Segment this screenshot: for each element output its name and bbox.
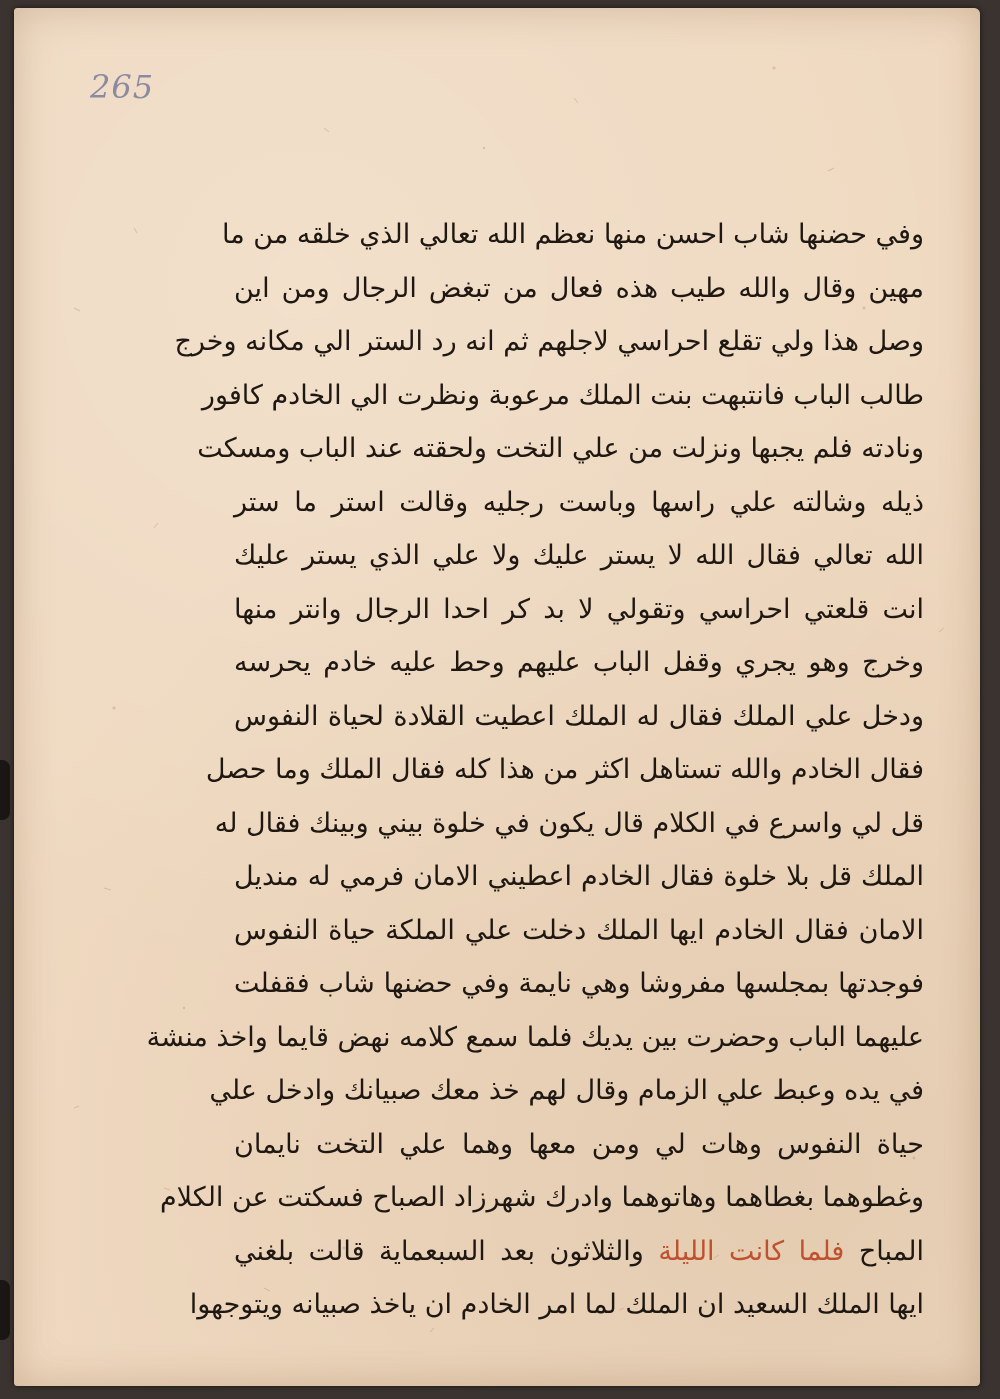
folio-number: 265 <box>90 68 155 106</box>
manuscript-page <box>14 8 980 1386</box>
text-line: وغطوهما بغطاهما وهاتوهما وادرك شهرزاد الصباح فسكتت عن الكلام <box>159 1182 924 1213</box>
text-line: ونادته فلم يجبها ونزلت من علي التخت ولحقته عند الباب ومسكت <box>197 433 924 464</box>
text-line: الله تعالي فقال الله لا يستر عليك ولا علي الذي يستر عليك <box>234 540 924 571</box>
text-line: الملك قل بلا خلوة فقال الخادم اعطيني الامان فرمي له منديل <box>234 861 924 892</box>
text-line: فقال الخادم والله تستاهل اكثر من هذا كله فقال الملك وما حصل <box>205 754 924 785</box>
text-line: وصل هذا ولي تقلع احراسي لاجلهم ثم انه رد الستر الي مكانه وخرج <box>174 326 924 357</box>
binding-hole <box>0 1280 10 1340</box>
rubric-heading: فلما كانت الليلة <box>658 1235 845 1267</box>
text-line: طالب الباب فانتبهت بنت الملك مرعوبة ونظرت الي الخادم كافور <box>201 379 924 411</box>
text-line: وخرج وهو يجري وقفل الباب عليهم وحط عليه خادم يحرسه <box>234 647 924 678</box>
rubric-line-before: المباح <box>844 1235 924 1267</box>
text-line: انت قلعتي احراسي وتقولي لا بد كر احدا الرجال وانتر منها <box>234 593 924 625</box>
text-line: مهين وقال والله طيب هذه فعال من تبغض الرجال ومن اين <box>234 272 924 304</box>
text-line: في يده وعبط علي الزمام وقال لهم خذ معك صبيانك وادخل علي <box>209 1075 924 1106</box>
rubric-line <box>234 1225 924 1279</box>
binding-hole <box>0 760 10 820</box>
text-line: ايها الملك السعيد ان الملك لما امر الخادم ان ياخذ صبيانه ويتوجهوا <box>189 1289 924 1320</box>
text-line: عليهما الباب وحضرت بين يديك فلما سمع كلامه نهض قايما واخذ منشة <box>146 1021 924 1053</box>
text-line: قل لي واسرع في الكلام قال يكون في خلوة بيني وبينك فقال له <box>214 807 924 839</box>
text-line: وفي حضنها شاب احسن منها نعظم الله تعالي الذي خلقه من ما <box>222 219 924 250</box>
manuscript-text <box>146 208 924 1332</box>
rubric-line-after: والثلاثون بعد السبعماية قالت بلغني <box>234 1235 644 1267</box>
text-line: فوجدتها بمجلسها مفروشا وهي نايمة وفي حضنها شاب فقفلت <box>234 968 924 999</box>
text-line: الامان فقال الخادم ايها الملك دخلت علي الملكة حياة النفوس <box>234 914 924 946</box>
text-line: حياة النفوس وهات لي ومن معها وهما علي التخت نايمان <box>234 1128 924 1160</box>
text-line: ذيله وشالته علي راسها وباست رجليه وقالت استر ما ستر <box>234 486 924 518</box>
text-line: ودخل علي الملك فقال له الملك اعطيت القلادة لحياة النفوس <box>234 700 924 732</box>
